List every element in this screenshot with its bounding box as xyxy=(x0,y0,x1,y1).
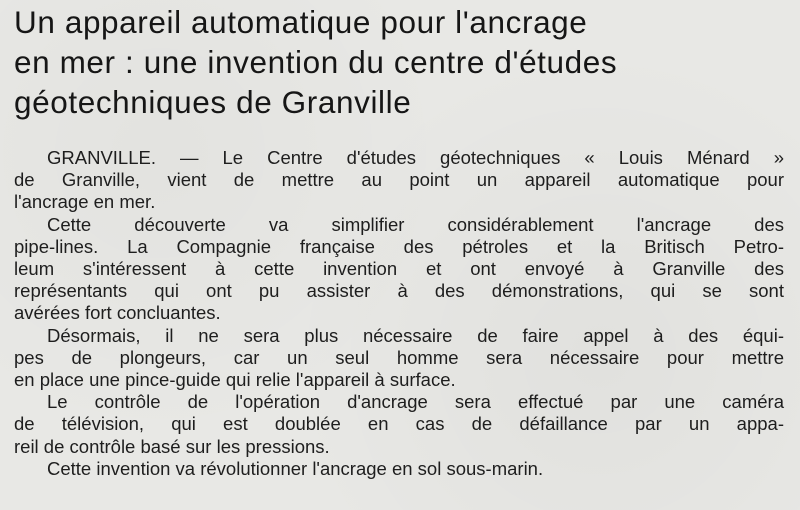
text-line: pipe-lines. La Compagnie française des pétroles et la Britisch Petro- xyxy=(14,235,784,257)
headline-line: Un appareil automatique pour l'ancrage xyxy=(14,4,588,40)
text-line: Cette découverte va simplifier considérablement l'ancrage des xyxy=(47,213,784,235)
text-line: représentants qui ont pu assister à des démonstrations, qui se sont xyxy=(14,280,784,302)
paragraph-control xyxy=(14,391,784,458)
headline-line: géotechniques de Granville xyxy=(14,84,412,120)
text-line: de Granville, vient de mettre au point un appareil automatique pour xyxy=(14,169,784,191)
text-line: Le contrôle de l'opération d'ancrage sera effectué par une caméra xyxy=(47,391,784,413)
text-line: leum s'intéressent à cette invention et ont envoyé à Granville des xyxy=(14,258,784,280)
paragraph-divers xyxy=(14,325,784,392)
text-line: reil de contrôle basé sur les pressions. xyxy=(14,435,330,457)
paragraph-intro xyxy=(14,147,784,214)
text-line: pes de plongeurs, car un seul homme sera nécessaire pour mettre xyxy=(14,346,784,368)
text-line: de télévision, qui est doublée en cas de défaillance par un appa- xyxy=(14,413,784,435)
text-line: GRANVILLE. — Le Centre d'études géotechniques « Louis Ménard » xyxy=(47,147,784,168)
text-line: l'ancrage en mer. xyxy=(14,191,156,213)
paragraph-conclusion xyxy=(14,458,784,480)
text-line: en place une pince-guide qui relie l'appareil à surface. xyxy=(14,369,456,391)
text-line: Désormais, il ne sera plus nécessaire de faire appel à des équi- xyxy=(47,324,784,346)
article-headline xyxy=(14,2,794,122)
headline-line: en mer : une invention du centre d'études xyxy=(14,44,618,80)
text-line: avérées fort concluantes. xyxy=(14,302,221,324)
article-body xyxy=(14,147,784,480)
paragraph-discovery xyxy=(14,214,784,325)
text-line: Cette invention va révolutionner l'ancrage en sol sous-marin. xyxy=(47,457,544,479)
